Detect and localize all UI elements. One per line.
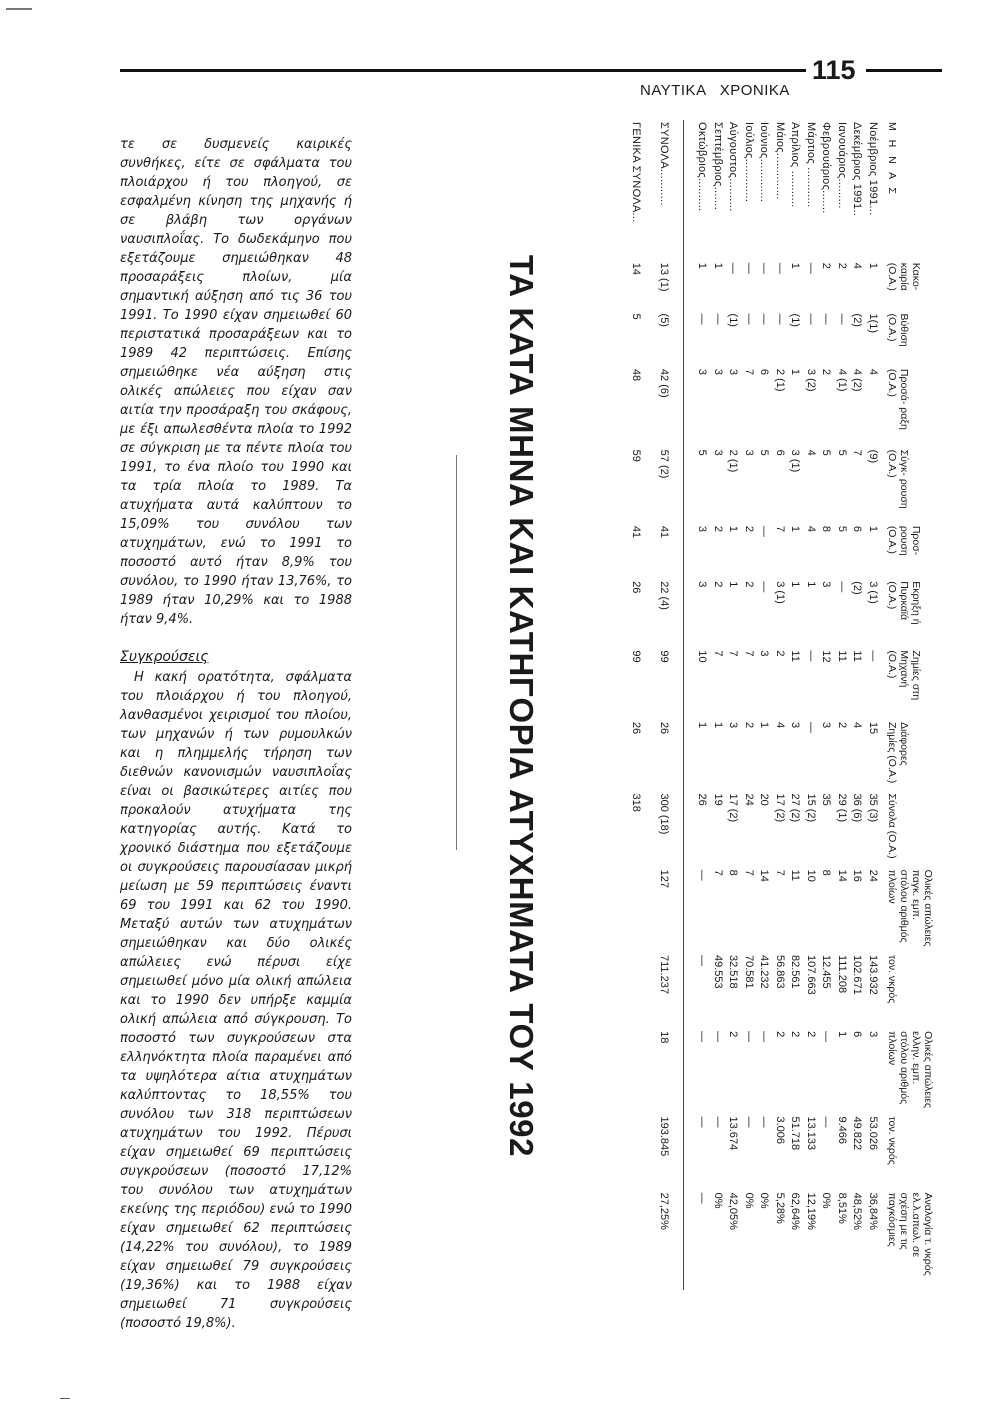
header-gr-tonnage: τον. νκρός	[886, 1116, 898, 1165]
corner-scan-mark	[6, 8, 32, 10]
table-cell: 318	[630, 793, 643, 812]
table-cell: 2	[743, 525, 755, 532]
table-cell: 42 (6)	[658, 368, 670, 398]
table-cell: 0%	[758, 1192, 771, 1209]
table-cell: 1	[789, 525, 802, 532]
table-row	[818, 120, 834, 1290]
table-cell: (9)	[867, 449, 879, 464]
table-cell: 36,84%	[867, 1192, 879, 1230]
bottom-scan-mark	[60, 1398, 70, 1399]
table-cell: 2	[836, 721, 848, 729]
table-cell: 35 (3)	[867, 793, 879, 823]
table-cell: 13.133	[805, 1116, 817, 1151]
table-cell: —	[712, 313, 724, 325]
table-cell: 3	[789, 721, 802, 729]
table-cell: 5	[630, 313, 643, 320]
table-cell: —	[743, 262, 755, 274]
table-cell: 711.237	[658, 954, 670, 994]
table-separator	[684, 120, 695, 1290]
table-cell: 3	[696, 581, 709, 588]
row-label: ΓΕΝΙΚΑ ΣΥΝΟΛΑ...	[630, 122, 643, 223]
table-cell: 107.663	[805, 954, 817, 995]
table-cell: 4	[867, 368, 879, 376]
row-label: Οκτώβριος..........	[696, 122, 709, 212]
table-cell	[628, 1191, 656, 1290]
table-cell: 3	[727, 368, 740, 376]
table-cell: 2	[836, 262, 848, 269]
table-cell: 99	[658, 650, 670, 663]
table-cell: 7	[727, 650, 740, 657]
table-cell: 1	[758, 721, 771, 729]
table-cell: —	[867, 650, 879, 662]
table-cell	[628, 1115, 656, 1191]
table-cell: 193.845	[658, 1116, 670, 1157]
article-column	[120, 135, 352, 1333]
table-cell: 143.932	[867, 954, 879, 995]
table-cell: 3	[712, 449, 724, 456]
table-cell: 27 (2)	[789, 793, 802, 823]
row-label: Σεπτέμβριος.......	[712, 122, 724, 211]
table-cell: 26	[630, 581, 643, 594]
table-cell: 10	[696, 650, 709, 663]
article-paragraph-2: Η κακή ορατότητα, σφάλματα του πλοιάρχου ή του πλοηγού, λανθασμένοι χειρισμοί του πλοίου, των μηχανών ή των ρυμουλκών και η πλημμελής τήρηση των διεθνών κανονισμών ναυσιπλοΐας είναι οι βασικώτερες αιτίες που προκαλούν ατυχήματα της κατηγορίας αυτής. Κατά το χρονικό διάστημα που εξετάζουμε οι συγκρούσεις παρουσίασαν μικρή μείωση με 59 περιπτώσεις έναντι 69 του 1991 και 62 του 1990. Μεταξύ αυτών των ατυχημάτων σημειώθηκαν και δύο ολικές απώλειες ενώ πέρυσι είχε σημειωθεί μόνο μία ολική απώλεια και το 1990 δεν υπήρξε καμμία ολική απώλεια από σύγκρουση. Το ποσοστό των συγκρούσεων στα ελληνόκτητα πλοία παραμένει από τα υψηλότερα αίτια ατυχημάτων καλύπτοντας το 18,55% του συνόλου των 318 περιπτώσεων ατυχημάτων του 1992. Πέρυσι είχαν σημειωθεί 69 περιπτώσεις συγκρούσεων (ποσοστό 17,12% του συνόλου των ατυχημάτων εκείνης της περιόδου) ενώ το 1990 είχαν σημειωθεί 62 περιπτώσεις (14,22% του συνόλου), το 1989 είχαν σημειωθεί 79 συγκρούσεις (19,36%) και το 1988 είχαν σημειωθεί 71 συγκρούσεις (ποσοστό 19,8%).	[120, 670, 352, 1331]
table-cell: 48,52%	[851, 1192, 864, 1230]
table-cell: 35	[820, 793, 833, 806]
table-cell: 99	[630, 650, 643, 663]
table-cell: 6	[851, 1031, 864, 1038]
magazine-name: ΝΑΥΤΙΚΑ ΧΡΟΝΙΚΑ	[640, 82, 790, 99]
table-cell: —	[820, 1031, 833, 1043]
table-cell: —	[758, 581, 771, 593]
table-cell: 0%	[743, 1192, 755, 1209]
table-cell: 1	[789, 368, 802, 376]
table-cell	[628, 953, 656, 1029]
row-label: Μάιος..............	[774, 122, 786, 200]
table-cell: (2)	[851, 581, 864, 595]
table-cell: 2	[727, 1031, 740, 1038]
table-cell: 32.518	[727, 954, 740, 989]
table-cell: 2	[789, 1031, 802, 1038]
table-cell: —	[743, 1116, 755, 1128]
table-cell: —	[696, 954, 709, 966]
table-cell: 62,64%	[789, 1192, 802, 1230]
table-cell: 1	[789, 581, 802, 588]
section-heading: Συγκρούσεις	[120, 649, 209, 665]
table-cell: 3	[867, 1031, 879, 1038]
table-cell: —	[820, 313, 833, 325]
table-row	[725, 120, 741, 1290]
rotated-table-area	[464, 108, 944, 1304]
table-cell: —	[696, 1116, 709, 1128]
table-cell: 1(1)	[867, 313, 879, 334]
table-cell: 9.466	[836, 1116, 848, 1145]
table-cell: 11	[851, 650, 864, 662]
table-cell: 8	[820, 869, 833, 876]
table-cell: 48	[630, 368, 643, 382]
header-total: Σύνολα (Ο.Α.)	[886, 793, 898, 859]
row-label: Δεκέμβριος 1991..	[851, 122, 864, 217]
table-cell: 41	[630, 525, 643, 539]
table-cell: 1	[867, 525, 879, 532]
header-collision: Σύγκ- ρουση (Ο.Α.)	[886, 449, 910, 509]
table-cell: —	[805, 650, 817, 662]
table-cell: 4	[851, 721, 864, 729]
table-cell: —	[758, 262, 771, 274]
table-cell: —	[805, 313, 817, 325]
table-row	[849, 120, 865, 1290]
table-cell: 7	[851, 449, 864, 456]
table-cell: 1	[836, 1031, 848, 1038]
table-cell: 0%	[820, 1192, 833, 1209]
table-cell: 59	[630, 449, 643, 462]
header-month: Μ Η Ν Α Σ	[886, 122, 898, 197]
table-cell: 14	[758, 869, 771, 882]
table-cell: 3	[743, 449, 755, 456]
table-cell: 57 (2)	[658, 449, 670, 479]
table-cell: 49.822	[851, 1116, 864, 1151]
table-cell: (1)	[727, 313, 740, 327]
accidents-table	[628, 120, 934, 1290]
table-cell: 14	[630, 262, 643, 276]
separator-line	[684, 120, 695, 1290]
table-cell: 4	[851, 262, 864, 269]
table-cell: 7	[712, 869, 724, 876]
header-rule-left	[120, 69, 806, 72]
table-cell: 6	[774, 449, 786, 456]
table-row	[803, 120, 819, 1290]
row-label: Μάρτιος ............	[805, 122, 817, 208]
row-label: ΣΥΝΟΛΑ...........	[658, 122, 670, 206]
table-cell: 11	[789, 869, 802, 882]
header-contact: Προσ- ρουση (Ο.Α.)	[886, 525, 922, 556]
table-cell: —	[758, 525, 771, 537]
table-cell: 1	[696, 721, 709, 729]
table-cell: 26	[630, 721, 643, 735]
grand-totals-row	[628, 120, 656, 1290]
table-cell: 5,28%	[774, 1192, 786, 1224]
table-cell: 26	[658, 721, 670, 735]
table-cell: 3	[712, 368, 724, 376]
table-cell: 22 (4)	[658, 581, 670, 610]
table-cell: 3	[696, 525, 709, 532]
table-cell: 19	[712, 793, 724, 806]
table-cell: —	[743, 1031, 755, 1043]
table-cell: 15 (2)	[805, 793, 817, 823]
table-cell: 2	[774, 1031, 786, 1038]
table-cell: 1	[696, 262, 709, 269]
table-cell: —	[696, 1192, 709, 1204]
table-cell	[628, 1029, 656, 1114]
table-header-row	[880, 120, 934, 1290]
table-cell: 8	[727, 869, 740, 876]
table-row	[710, 120, 726, 1290]
table-cell: —	[758, 313, 771, 325]
row-label: Νοέμβριος 1991...	[867, 122, 879, 216]
table-cell: 2	[805, 1031, 817, 1038]
table-row	[694, 120, 710, 1290]
table-cell: 17 (2)	[727, 793, 740, 823]
table-cell: 4	[805, 449, 817, 456]
table-cell: 49.553	[712, 954, 724, 989]
table-cell: 2	[712, 525, 724, 532]
table-cell: 24	[743, 793, 755, 806]
totals-row	[656, 120, 684, 1290]
table-cell: —	[712, 1116, 724, 1128]
table-row	[834, 120, 850, 1290]
table-cell: 1	[712, 721, 724, 729]
table-cell: 14	[836, 869, 848, 882]
table-cell: 1	[805, 581, 817, 588]
table-row	[865, 120, 881, 1290]
table-cell: 8	[820, 525, 833, 532]
table-cell: 12	[820, 650, 833, 663]
row-label: Απρίλιος ...........	[789, 122, 802, 208]
table-cell: —	[696, 869, 709, 881]
table-cell: 1	[727, 525, 740, 532]
table-cell: 4 (2)	[851, 368, 864, 392]
table-cell: 2	[774, 650, 786, 657]
row-label: Φεβρουάριος.......	[820, 122, 833, 214]
table-cell: 56.863	[774, 954, 786, 989]
table-cell: 2	[712, 581, 724, 588]
header-sinking: Βύθιση (Ο.Α.)	[886, 313, 910, 347]
table-cell: 2	[743, 721, 755, 729]
table-cell: 42,05%	[727, 1192, 740, 1230]
table-cell: —	[805, 721, 817, 733]
rotated-table-canvas	[464, 108, 944, 1304]
table-cell: 20	[758, 793, 771, 806]
row-label: Αύγουστος..........	[727, 122, 740, 212]
table-cell: 1	[789, 262, 802, 269]
table-cell: 5	[696, 449, 709, 456]
table-cell: 3 (1)	[867, 581, 879, 604]
table-cell: —	[758, 1031, 771, 1043]
table-cell: 2 (1)	[727, 449, 740, 473]
table-cell: 3	[727, 721, 740, 729]
table-cell: 7	[743, 368, 755, 376]
table-cell: 10	[805, 869, 817, 882]
header-losses-tonnage: τον. νκρός	[886, 954, 898, 1004]
table-cell: 3 (1)	[774, 581, 786, 604]
table-cell: 2	[820, 262, 833, 269]
table-cell: 3	[820, 721, 833, 729]
table-cell: 6	[758, 368, 771, 376]
table-cell: 13.674	[727, 1116, 740, 1151]
table-cell: —	[696, 313, 709, 325]
table-cell: 3 (2)	[805, 368, 817, 392]
header-rule-right	[866, 69, 942, 72]
table-cell: 41	[658, 525, 670, 539]
table-row	[772, 120, 788, 1290]
table-cell: 29 (1)	[836, 793, 848, 823]
header-losses-count: Ολικές απώλειες παγκ. εμπ. στόλου αριθμός πλοίων	[886, 869, 934, 947]
table-cell: 111.208	[836, 954, 848, 994]
table-cell: 26	[696, 793, 709, 806]
table-cell: 7	[743, 650, 755, 657]
table-cell: —	[743, 313, 755, 325]
table-cell: 11	[836, 650, 848, 662]
header-fire: Εκρηξη ή Πυρκαϊά (Ο.Α.)	[886, 581, 922, 625]
table-cell: 1	[867, 262, 879, 269]
table-cell: (2)	[851, 313, 864, 327]
table-cell: 5	[758, 449, 771, 456]
table-cell: 36 (6)	[851, 793, 864, 823]
column-divider	[456, 455, 457, 850]
table-cell: 24	[867, 869, 879, 882]
table-cell: 1	[727, 581, 740, 588]
table-cell: 53.026	[867, 1116, 879, 1151]
table-row	[756, 120, 772, 1290]
header-other: Διάφορες Ζημίες (Ο.Α.)	[886, 721, 910, 784]
table-cell: 12.455	[820, 954, 833, 989]
table-body	[628, 120, 880, 1290]
table-cell: 17 (2)	[774, 793, 786, 823]
table-cell: 1	[712, 262, 724, 269]
table-cell: —	[758, 1116, 771, 1128]
header-gr-count: Ολικές απώλειες ελλην. εμπ. στόλου αριθμός πλοίων	[886, 1031, 934, 1108]
table-cell: 18	[658, 1031, 670, 1044]
table-cell: 15	[867, 721, 879, 735]
table-cell: —	[774, 313, 786, 325]
table-cell: 41.232	[758, 954, 771, 989]
table-cell: —	[836, 313, 848, 325]
table-cell: 0%	[712, 1192, 724, 1209]
table-cell: 3	[820, 581, 833, 588]
table-cell: —	[836, 581, 848, 593]
table-cell: 3 (1)	[789, 449, 802, 473]
table-cell: 3	[696, 368, 709, 376]
table-cell: 7	[774, 869, 786, 876]
table-cell: —	[712, 1031, 724, 1043]
row-label: Ιούνιος.............	[758, 122, 771, 203]
article-paragraph-1: τε σε δυσμενείς καιρικές συνθήκες, είτε σε σφάλματα του πλοιάρχου ή του πλοηγού, σε εσφαλμένη κίνηση της μηχανής ή σε βλάβη των οργάνων ναυσιπλοΐας. Το δωδεκάμηνο που εξετάζουμε σημειώθηκαν 48 προσαράξεις πλοίων, μία σημαντική αύξηση από τις 36 του 1991. Το 1990 είχαν σημειωθεί 60 περιστατικά προσαράξεων και το 1989 42 περιπτώσεις. Επίσης σημειώθηκε νέα αύξηση στις ολικές απώλειες που είχαν σαν αιτία την προσάραξη του σκάφους, με έξι απωλεσθέντα πλοία το 1992 σε σύγκριση με τα πέντε πλοία του 1991, το ένα πλοίο του 1990 και τα τρία πλοία το 1989. Τα ατυχήματα αυτά καλύπτουν το 15,09% του συνόλου των ατυχημάτων, ενώ το 1991 το ποσοστό αυτό ήταν 8,9% του συνόλου, το 1990 ήταν 13,76%, το 1989 ήταν 10,29% και το 1988 ήταν 9,4%.	[120, 137, 352, 627]
table-cell: 5	[820, 449, 833, 456]
table-cell: 16	[851, 869, 864, 882]
table-cell: 70.581	[743, 954, 755, 989]
table-cell: —	[696, 1031, 709, 1043]
table-cell: 11	[789, 650, 802, 662]
table-cell: (1)	[789, 313, 802, 327]
table-row	[741, 120, 757, 1290]
table-cell: 7	[743, 869, 755, 876]
table-cell: —	[774, 262, 786, 274]
table-cell: 127	[658, 869, 670, 888]
table-cell: 82.561	[789, 954, 802, 989]
table-cell: 2 (1)	[774, 368, 786, 392]
table-cell: 8,51%	[836, 1192, 848, 1224]
table-cell: 7	[712, 650, 724, 657]
table-cell: (5)	[658, 313, 670, 327]
row-label: Ιούλιος.............	[743, 122, 755, 203]
table-cell: 6	[851, 525, 864, 532]
header-grounding: Προσά- ραξη (Ο.Α.)	[886, 368, 910, 430]
row-label: Ιανουάριος.........	[836, 122, 848, 209]
table-cell: 102.671	[851, 954, 864, 995]
table-cell: 5	[836, 449, 848, 456]
table-cell: 7	[774, 525, 786, 532]
table-cell: 2	[820, 368, 833, 376]
table-cell: —	[820, 1116, 833, 1128]
table-cell: 5	[836, 525, 848, 532]
table-cell	[628, 868, 656, 953]
page-number: 115	[812, 55, 856, 85]
header-ratio: Αναλογία τ. νκρός ελ.λ.απωλ. σε σχέση με τις παγκόσμιες	[886, 1192, 934, 1276]
table-cell: —	[727, 262, 740, 274]
table-cell: 13 (1)	[658, 262, 670, 292]
table-cell: 4	[805, 525, 817, 532]
table-cell: 27,25%	[658, 1192, 670, 1230]
table-cell: —	[805, 262, 817, 274]
table-cell: 2	[743, 581, 755, 588]
table-cell: 3.006	[774, 1116, 786, 1145]
table-row	[787, 120, 803, 1290]
table-cell: 300 (18)	[658, 793, 670, 835]
table-cell: 4	[774, 721, 786, 729]
table-cell: 12,19%	[805, 1192, 817, 1230]
header-engine: Ζημίες στη Μηχανή (Ο.Α.)	[886, 650, 922, 701]
table-cell: 3	[758, 650, 771, 657]
header-weather: Κακο- καιρία (Ο.Α.)	[886, 262, 922, 291]
table-title: ΤΑ ΚΑΤΑ ΜΗΝΑ ΚΑΙ ΚΑΤΗΓΟΡΙΑ ΑΤΥΧΗΜΑΤΑ ΤΟΥ 1992	[503, 254, 540, 1158]
table-cell: 4 (1)	[836, 368, 848, 392]
table-cell: 51.718	[789, 1116, 802, 1151]
